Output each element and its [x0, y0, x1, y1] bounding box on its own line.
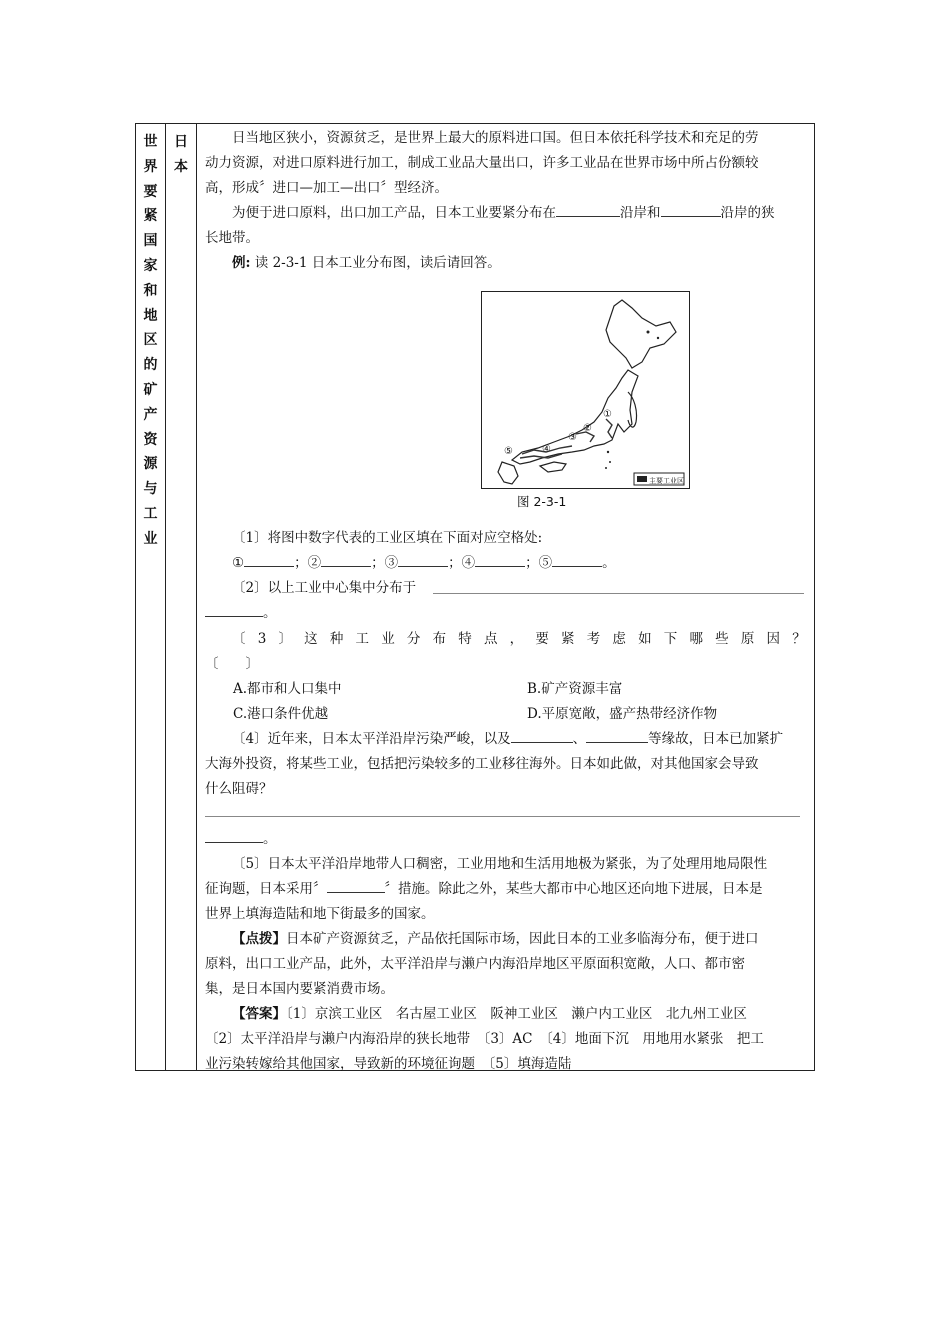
q4-line-1-part-c: 等缘故，日本已加紧扩: [648, 731, 784, 747]
q1-mark-3: ；③: [371, 555, 399, 571]
q1-blanks: [205, 551, 806, 576]
q5-line-2-part-b: 〞措施。除此之外，某些大都市中心地区还向地下进展，日本是: [384, 881, 763, 897]
q4-line-2: 大海外投资，将某些工业，包括把污染较多的工业移往海外。日本如此做，对其他国家会导致: [205, 756, 759, 772]
q4-blank-1[interactable]: [511, 728, 573, 743]
section-header-char: 国: [143, 233, 158, 250]
section-header-char: 的: [143, 357, 158, 374]
q3-char: 考: [586, 631, 601, 647]
q1-blank-5[interactable]: [552, 552, 602, 567]
q1-text: 〔1〕将图中数字代表的工业区填在下面对应空格处:: [232, 530, 543, 546]
q4-blank-3[interactable]: [205, 828, 263, 843]
blank-coast-1[interactable]: [556, 202, 620, 217]
intro-line-1: 日当地区狭小，资源贫乏，是世界上最大的原料进口国。但日本依托科学技术和充足的劳: [232, 130, 759, 146]
q2-answer-line[interactable]: [433, 593, 804, 594]
q2-blank[interactable]: [205, 602, 263, 617]
intro-line-3: 高，形成〞进口—加工—出口〞型经济。: [205, 180, 448, 196]
section-header-char: 资: [143, 431, 158, 448]
q1-mark-2: ；②: [294, 555, 322, 571]
q3-char: ，: [509, 631, 524, 647]
q3-char: 这: [304, 631, 318, 647]
q4-continuation: [205, 827, 806, 852]
section-header-char: 紧: [143, 208, 158, 225]
intro-line-4-part-a: 为便于进口原料，出口加工产品，日本工业要紧分布在: [232, 205, 556, 221]
q4-line-1: [205, 727, 806, 752]
intro-line-4-part-b: 沿岸和: [620, 205, 661, 221]
tip-line-2: 原料，出口工业产品，此外，太平洋沿岸与濑户内海沿岸地区平原面积宽敞，人口、都市密: [205, 956, 745, 972]
blank-coast-2[interactable]: [661, 202, 721, 217]
answer-line-3: 业污染转嫁给其他国家，导致新的环境征询题 〔5〕填海造陆: [205, 1056, 572, 1072]
intro-line-2: 动力资源，对进口原料进行加工，制成工业品大量出口，许多工业品在世界市场中所占份额较: [205, 155, 759, 171]
q3-char: 因: [766, 631, 781, 647]
q4-separator: 、: [572, 731, 587, 747]
map-caption: 图 2-3-1: [517, 494, 567, 509]
answer-line-1-text: 〔1〕京滨工业区 名古屋工业区 阪神工业区 濑户内工业区 北九州工业区: [286, 1006, 747, 1022]
q4-end: 。: [263, 831, 277, 847]
example-text: 读 2-3-1 日本工业分布图，读后请回答。: [254, 255, 501, 271]
q3-char: 原: [740, 631, 755, 647]
q1-end: 。: [602, 555, 616, 571]
section-header-char: 产: [143, 406, 158, 423]
q3-char: 虑: [612, 631, 626, 647]
intro-line-5: 长地带。: [205, 230, 259, 246]
section-header-char: 矿: [143, 382, 158, 398]
example-line: [205, 251, 806, 276]
q4-line-1-part-a: 〔4〕近年来，日本太平洋沿岸污染严峻，以及: [232, 731, 511, 747]
intro-line-4-part-c: 沿岸的狭: [720, 205, 775, 221]
section-header-char: 与: [143, 481, 158, 498]
q2-end: 。: [263, 605, 277, 621]
section-header-char: 家: [143, 258, 158, 274]
q3-char: 布: [432, 631, 447, 647]
q3-char: 〔: [232, 631, 246, 647]
q3-char: 特: [458, 631, 472, 647]
marker-1: ①: [603, 409, 612, 420]
q3-char: 如: [638, 631, 652, 647]
answer-line-2: 〔2〕太平洋沿岸与濑户内海沿岸的狭长地带 〔3〕AC 〔4〕地面下沉 用地用水紧张 把工: [205, 1031, 764, 1047]
q3-char: 点: [483, 631, 498, 647]
q1-mark-4: ；④: [448, 555, 476, 571]
marker-2: ②: [583, 423, 592, 434]
q4-answer-line[interactable]: [205, 816, 800, 817]
q3-char: 分: [406, 631, 421, 647]
subsection-header-char: 本: [174, 158, 188, 175]
section-header-char: 世: [143, 134, 158, 150]
q3-char: 些: [715, 631, 729, 647]
q4-blank-2[interactable]: [586, 728, 648, 743]
legend-label: 主要工业区: [649, 477, 684, 485]
q3-option-a[interactable]: A.都市和人口集中: [233, 681, 342, 697]
intro-line-4: [205, 201, 806, 226]
q1-mark-5: ；⑤: [525, 555, 553, 571]
q5-line-1: 〔5〕日本太平洋沿岸地带人口稠密，工业用地和生活用地极为紧张，为了处理用地局限性: [232, 856, 768, 872]
section-header-char: 工: [143, 506, 158, 522]
q5-line-3: 世界上填海造陆和地下街最多的国家。: [205, 906, 435, 922]
q3-char: 紧: [561, 631, 575, 647]
q3-char: 下: [663, 631, 678, 647]
q1-blank-3[interactable]: [398, 552, 448, 567]
q1-blank-2[interactable]: [321, 552, 371, 567]
subsection-header-char: 日: [174, 134, 188, 150]
legend-swatch: [637, 476, 647, 482]
q1-blank-1[interactable]: [244, 552, 294, 567]
answer-label: 【答案】: [232, 1006, 286, 1022]
q3-option-d[interactable]: D.平原宽敞，盛产热带经济作物: [527, 706, 718, 722]
section-header-char: 区: [143, 332, 158, 349]
japan-industry-map: [481, 291, 690, 489]
q3-option-c[interactable]: C.港口条件优越: [233, 706, 329, 722]
q1-mark-1: ①: [232, 555, 245, 571]
tip-line-1-text: 日本矿产资源贫乏，产品依托国际市场，因此日本的工业多临海分布，便于进口: [286, 931, 759, 947]
marker-5: ⑤: [504, 446, 513, 457]
q2-text: 〔2〕以上工业中心集中分布于: [232, 580, 417, 596]
content-cell: [197, 124, 814, 1070]
q3-question: [232, 627, 806, 652]
q3-char: 3: [257, 631, 267, 647]
q3-char: 要: [535, 631, 549, 647]
section-header-column: [136, 124, 166, 1070]
tip-label: 【点拨】: [232, 931, 286, 947]
q3-bracket[interactable]: 〔 〕: [205, 656, 259, 672]
q5-blank[interactable]: [327, 878, 385, 893]
tip-line-1: [205, 927, 806, 952]
q3-char: 哪: [689, 631, 703, 647]
q3-char: ？: [792, 631, 806, 647]
marker-3: ③: [568, 432, 577, 443]
section-header-char: 要: [143, 183, 158, 200]
subsection-header-column: [166, 124, 197, 1070]
q5-line-2: [205, 877, 806, 902]
japan-map-drawing: [482, 292, 688, 487]
section-header-char: 界: [143, 158, 158, 175]
q3-char: 工: [355, 631, 370, 647]
worksheet-table: [135, 123, 815, 1071]
q5-line-2-part-a: 征询题，日本采用〞: [205, 881, 327, 897]
q3-char: 种: [329, 631, 344, 647]
section-header-char: 源: [143, 456, 158, 473]
section-header-char: 地: [143, 307, 158, 324]
q3-option-b[interactable]: B.矿产资源丰富: [527, 681, 623, 697]
q1-blank-4[interactable]: [475, 552, 525, 567]
tip-line-3: 集，是日本国内要紧消费市场。: [205, 981, 394, 997]
q3-char: 业: [381, 631, 395, 647]
section-header-char: 业: [143, 530, 158, 547]
q3-char: 〕: [278, 631, 292, 647]
q2-continuation: [205, 601, 806, 626]
answer-line-1: [205, 1002, 806, 1027]
section-header-char: 和: [143, 282, 158, 299]
example-label: 例:: [232, 255, 251, 271]
marker-4: ④: [542, 444, 551, 455]
q4-line-3: 什么阻碍？: [205, 781, 273, 797]
